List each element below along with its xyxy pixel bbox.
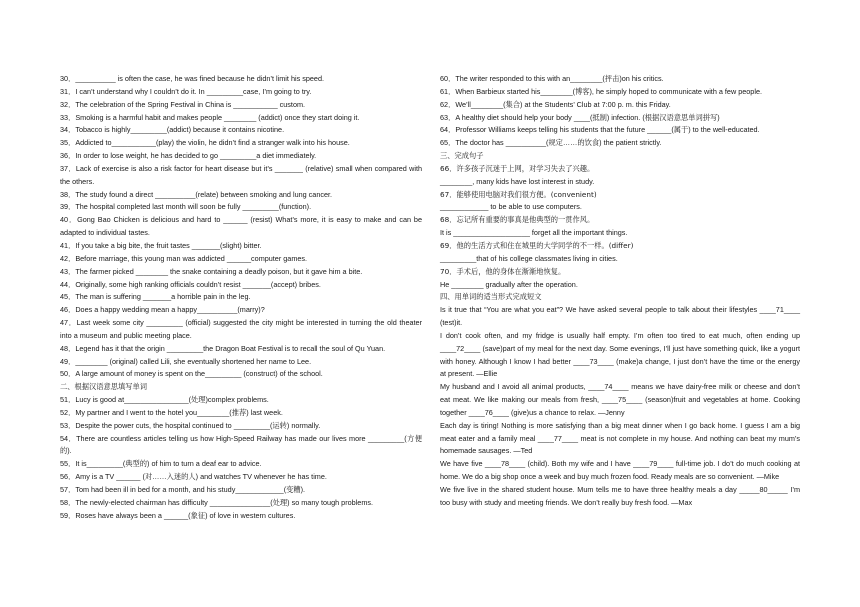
question-38: 38．The study found a direct __________(relate) between smoking and lung cancer.	[60, 189, 333, 199]
question-46: 46．Does a happy wedding mean a happy__________(marry)?	[60, 305, 265, 315]
section-heading-4: 四、用单词的适当形式完成短文	[440, 292, 542, 302]
question-66-prompt: 66．许多孩子沉迷于上网，对学习失去了兴趣。	[440, 163, 595, 173]
passage-ted: Each day is tiring! Nothing is more satisfying than a big meat dinner when I go back home. I guess I am a big meat eater and a family meal ____77____ meat is not complete in my house. And nothing can beat my mum’s homemade sausages. —Ted	[440, 420, 803, 456]
question-52: 52．My partner and I went to the hotel you________(推荐) last week.	[60, 407, 283, 417]
question-62: 62．We’ll________(集合) at the Students’ Club at 7:00 p. m. this Friday.	[440, 99, 671, 109]
question-39: 39．The hospital completed last month will soon be fully _________(function).	[60, 202, 312, 212]
question-58: 58．The newly-elected chairman has difficulty _______________(处理) so many tough problems.	[60, 497, 373, 507]
question-60: 60．The writer responded to this with an________(抨击)on his critics.	[440, 74, 664, 83]
question-66-answer: ________, many kids have lost interest in study.	[440, 176, 595, 186]
question-68-answer: It is ___________________ forget all the important things.	[440, 228, 628, 238]
question-54: 54．There are countless articles telling us how High-Speed Railway has made our lives more _________(方便的).	[60, 433, 422, 456]
question-49: 49．________ (original) called Lili, she eventually shortened her name to Lee.	[60, 356, 312, 366]
passage-ellie: I don’t cook often, and my fridge is usually half empty. I’m often too tired to eat much, often ending up ____72____ (save)part of my meal for the next day. Some evenings, I’ll just have something quick, like a yogurt with honey. Although I know I had better ____73____ (make)a change, I just don’t have the time or the energy at present. —Ellie	[440, 330, 803, 379]
question-57: 57．Tom had been ill in bed for a month, and his study____________(变糟).	[60, 485, 306, 494]
question-48: 48．Legend has it that the origin _________the Dragon Boat Festival is to recall the soul of Qu Yuan.	[60, 343, 386, 353]
question-63: 63．A healthy diet should help your body ____(抵制) infection. (根据汉语意思单词拼写)	[440, 112, 720, 122]
question-44: 44．Originally, some high ranking officials couldn’t resist _______(accept) bribes.	[60, 279, 321, 289]
question-32: 32．The celebration of the Spring Festival in China is ___________ custom.	[60, 99, 306, 109]
question-45: 45．The man is suffering _______a horrible pain in the leg.	[60, 292, 251, 302]
question-53: 53．Despite the power cuts, the hospital continued to _________(运转) normally.	[60, 420, 321, 430]
question-70-answer: He ________ gradually after the operation.	[440, 279, 578, 289]
question-56: 56．Amy is a TV ______ (对……入迷的人) and watches TV whenever he has time.	[60, 472, 327, 482]
question-34: 34．Tobacco is highly_________(addict) because it contains nicotine.	[60, 125, 285, 135]
question-61: 61．When Barbieux started his________(博客), he simply hoped to communicate with a few people.	[440, 86, 762, 96]
question-65: 65．The doctor has __________(规定……的饮食) the patient strictly.	[440, 138, 662, 148]
question-68-prompt: 68．忘记所有重要的事真是他典型的一贯作风。	[440, 215, 595, 225]
question-40: 40．Gong Bao Chicken is delicious and hard to ______ (resist) What’s more, it is easy to make and can be adapted to individual tastes.	[60, 215, 425, 238]
question-50: 50．A large amount of money is spent on the_________ (construct) of the school.	[60, 369, 323, 379]
question-51: 51．Lucy is good at________________(处理)complex problems.	[60, 395, 269, 405]
question-33: 33．Smoking is a harmful habit and makes people ________ (addict) once they start doing it.	[60, 112, 360, 122]
question-67-answer: ____________ to be able to use computers.	[440, 202, 582, 212]
question-30: 30．__________ is often the case, he was fined because he didn’t limit his speed.	[60, 74, 324, 83]
question-64: 64．Professor Williams keeps telling his students that the future ______(属于) to the well-educated.	[440, 125, 760, 135]
question-59: 59．Roses have always been a ______(象征) of love in western cultures.	[60, 510, 296, 520]
question-55: 55．It is_________(典型的) of him to turn a deaf ear to advice.	[60, 459, 262, 469]
question-42: 42．Before marriage, this young man was addicted ______computer games.	[60, 253, 308, 263]
passage-mike: We have five ____78____ (child). Both my wife and I have ____79____ full-time job. I do’t do much cooking at home. We do a big shop once a week and buy much frozen food. Ready meals are so convenient. —Mike	[440, 459, 803, 482]
question-36: 36．In order to lose weight, he has decided to go _________a diet immediately.	[60, 151, 317, 161]
question-37: 37．Lack of exercise is also a risk factor for heart disease but it’s _______ (relative) small when compared with the others.	[60, 163, 425, 186]
passage-max: We five live in the shared student house. Mum tells me to have three healthy meals a day _____80_____ I’m too busy with study and meeting friends. We don’t really buy fresh food. —Max	[440, 485, 803, 507]
question-41: 41．If you take a big bite, the fruit tastes _______(slight) bitter.	[60, 240, 262, 250]
section-heading-3: 三、完成句子	[440, 151, 484, 161]
section-heading-2: 二、根据汉语意思填写单词	[60, 382, 148, 392]
question-70-prompt: 70．手术后，他的身体在渐渐地恢复。	[440, 266, 566, 276]
question-67-prompt: 67．能够使用电脑对我们很方便。(convenient)	[440, 189, 597, 199]
question-35: 35．Addicted to___________(play) the violin, he didn’t find a stranger walk into his house.	[60, 138, 350, 148]
passage-jenny: My husband and I avoid all animal products, ____74____ means we have dairy-free milk or cheese and don’t eat meat. We like making our meals from fresh, ____75____ (season)fruit and vegetables at home. Cooking together ____76____ (give)us a chance to relax. —Jenny	[440, 382, 803, 417]
question-31: 31．I can’t understand why I couldn’t do it. In _________case, I’m going to try.	[60, 86, 312, 96]
question-47: 47．Last week some city _________ (official) suggested the city might be interested in turning the old theater into a museum and public meeting place.	[60, 318, 425, 340]
right-column	[440, 73, 803, 510]
question-69-answer: _________that of his college classmates living in cities.	[440, 253, 618, 263]
left-column	[60, 73, 425, 523]
question-69-prompt: 69．他的生活方式和住在城里的大学同学的不一样。(differ)	[440, 240, 634, 250]
passage-intro: Is it true that “You are what you eat”? We have asked several people to talk about their lifestyles ____71____ (test)it.	[440, 305, 803, 328]
question-43: 43．The farmer picked ________ the snake containing a deadly poison, but it gave him a bite.	[60, 266, 363, 276]
